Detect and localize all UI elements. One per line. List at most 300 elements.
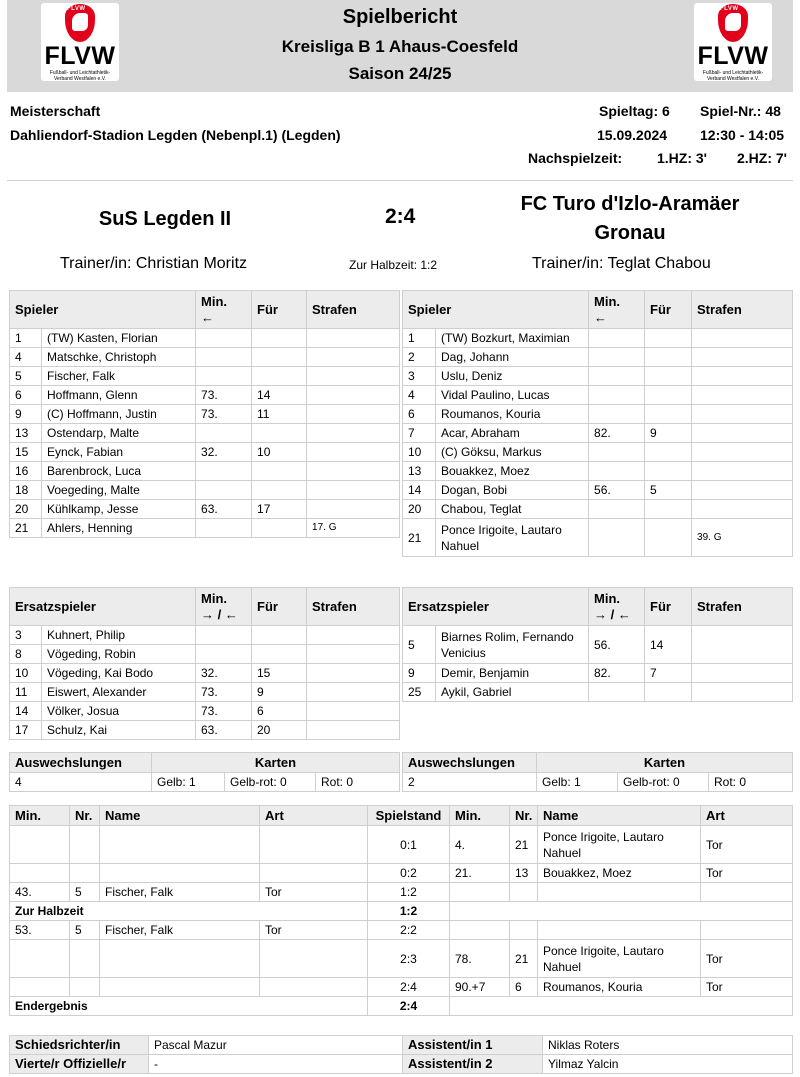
player-number: 20 <box>10 500 42 519</box>
penalty <box>692 500 793 519</box>
yellow-cards: Gelb: 1 <box>537 773 618 792</box>
sub-minute: 73. <box>196 702 252 721</box>
assistant2-name: Yilmaz Yalcin <box>543 1055 793 1074</box>
substitution-count: 4 <box>10 773 152 792</box>
sub-for-number: 10 <box>252 443 307 462</box>
home-event-minute: 53. <box>10 921 70 940</box>
home-event-type: Tor <box>260 883 368 902</box>
player-name: Vögeding, Robin <box>42 645 196 664</box>
divider <box>7 180 793 181</box>
sub-minute: 73. <box>196 405 252 424</box>
sub-minute <box>196 481 252 500</box>
player-row <box>10 721 400 740</box>
away-event-type: Tor <box>701 940 793 978</box>
away-event-player: Bouakkez, Moez <box>538 864 701 883</box>
event-score: 0:2 <box>368 864 450 883</box>
away-event-number: 21 <box>510 826 538 864</box>
event-empty <box>450 997 793 1016</box>
sub-for-number <box>645 405 692 424</box>
player-name: (C) Göksu, Markus <box>436 443 589 462</box>
sub-for-number: 15 <box>252 664 307 683</box>
player-row <box>403 462 793 481</box>
match-number: Spiel-Nr.: 48 <box>700 103 781 119</box>
player-name: Chabou, Teglat <box>436 500 589 519</box>
player-number: 3 <box>403 367 436 386</box>
referee-name: Pascal Mazur <box>149 1036 403 1055</box>
player-number: 7 <box>403 424 436 443</box>
event-score: 2:4 <box>368 978 450 997</box>
penalty <box>307 702 400 721</box>
penalty <box>307 329 400 348</box>
event-score: 0:1 <box>368 826 450 864</box>
home-event-player: Fischer, Falk <box>100 921 260 940</box>
home-event-player <box>100 940 260 978</box>
penalty <box>307 500 400 519</box>
penalty <box>692 348 793 367</box>
yellow-red-cards: Gelb-rot: 0 <box>225 773 316 792</box>
sub-minute <box>589 348 645 367</box>
sub-for-number <box>645 348 692 367</box>
player-row <box>403 348 793 367</box>
player-name: (TW) Kasten, Florian <box>42 329 196 348</box>
player-name: Völker, Josua <box>42 702 196 721</box>
penalty <box>692 424 793 443</box>
sub-for-number <box>252 424 307 443</box>
sub-minute <box>196 462 252 481</box>
sub-for-number <box>252 626 307 645</box>
header-for: Für <box>645 588 692 626</box>
player-number: 1 <box>403 329 436 348</box>
header-score-state: Spielstand <box>368 806 450 826</box>
away-event-player <box>538 921 701 940</box>
player-row <box>10 443 400 462</box>
logo-text: FLVW <box>44 42 116 70</box>
player-name: Biarnes Rolim, Fernando Venicius <box>436 626 589 664</box>
logo-subtext: Fußball- und Leichtathletik-Verband Westfalen e.V. <box>702 70 764 82</box>
red-cards: Rot: 0 <box>316 773 400 792</box>
extra-time-first-half: 1.HZ: 3' <box>657 150 708 166</box>
extra-time-label: Nachspielzeit: <box>528 150 623 166</box>
header-substitute: Ersatzspieler <box>403 588 589 626</box>
sub-for-number <box>252 329 307 348</box>
player-row <box>403 481 793 500</box>
player-row <box>10 645 400 664</box>
player-number: 13 <box>403 462 436 481</box>
event-row <box>10 940 793 978</box>
penalty <box>692 329 793 348</box>
away-event-type: Tor <box>701 826 793 864</box>
penalty <box>692 626 793 664</box>
header-event-name: Name <box>538 806 701 826</box>
away-lineup-table <box>402 290 793 557</box>
sub-for-number <box>645 683 692 702</box>
player-name: Aykil, Gabriel <box>436 683 589 702</box>
player-row <box>10 424 400 443</box>
sub-for-number: 9 <box>252 683 307 702</box>
substitution-count: 2 <box>403 773 537 792</box>
sub-minute: 82. <box>589 424 645 443</box>
sub-minute <box>196 626 252 645</box>
sub-for-number <box>645 519 692 557</box>
player-number: 18 <box>10 481 42 500</box>
red-cards: Rot: 0 <box>709 773 793 792</box>
home-event-player <box>100 826 260 864</box>
home-event-number <box>70 864 100 883</box>
sub-minute <box>196 348 252 367</box>
header-substitutions: Auswechslungen <box>10 753 152 773</box>
penalty <box>307 481 400 500</box>
player-name: Ostendarp, Malte <box>42 424 196 443</box>
away-trainer: Trainer/in: Teglat Chabou <box>532 255 711 272</box>
away-event-player: Ponce Irigoite, Lautaro Nahuel <box>538 940 701 978</box>
home-event-number <box>70 940 100 978</box>
sub-for-number <box>252 645 307 664</box>
header-for: Für <box>252 588 307 626</box>
header-event-minute: Min. <box>10 806 70 826</box>
extra-time-second-half: 2.HZ: 7' <box>737 150 788 166</box>
sub-for-number <box>645 500 692 519</box>
home-event-player: Fischer, Falk <box>100 883 260 902</box>
away-event-type <box>701 921 793 940</box>
player-name: Bouakkez, Moez <box>436 462 589 481</box>
away-substitutes-table <box>402 587 793 702</box>
penalty <box>692 367 793 386</box>
away-event-type <box>701 883 793 902</box>
penalty <box>307 386 400 405</box>
sub-for-number: 11 <box>252 405 307 424</box>
penalty <box>307 443 400 462</box>
player-number: 5 <box>10 367 42 386</box>
player-row <box>10 405 400 424</box>
player-number: 6 <box>403 405 436 424</box>
sub-for-number <box>645 367 692 386</box>
home-event-minute <box>10 864 70 883</box>
player-row <box>403 405 793 424</box>
player-number: 1 <box>10 329 42 348</box>
sub-minute: 73. <box>196 683 252 702</box>
away-event-minute: 21. <box>450 864 510 883</box>
penalty: 39. G <box>692 519 793 557</box>
player-name: Dogan, Bobi <box>436 481 589 500</box>
match-date: 15.09.2024 <box>597 127 668 143</box>
sub-for-number <box>252 367 307 386</box>
player-number: 8 <box>10 645 42 664</box>
event-score: 2:4 <box>368 997 450 1016</box>
header-penalties: Strafen <box>307 588 400 626</box>
sub-minute <box>589 683 645 702</box>
sub-minute <box>589 367 645 386</box>
sub-minute <box>589 386 645 405</box>
sub-minute: 32. <box>196 664 252 683</box>
penalty <box>307 626 400 645</box>
player-number: 4 <box>403 386 436 405</box>
sub-for-number <box>252 481 307 500</box>
home-event-type <box>260 826 368 864</box>
player-name: (TW) Bozkurt, Maximian <box>436 329 589 348</box>
player-number: 21 <box>10 519 42 538</box>
sub-minute: 73. <box>196 386 252 405</box>
sub-for-number <box>252 348 307 367</box>
sub-minute <box>196 519 252 538</box>
event-marker-label: Zur Halbzeit <box>10 902 368 921</box>
home-summary-table <box>9 752 400 792</box>
home-event-player <box>100 978 260 997</box>
header-player: Spieler <box>403 291 589 329</box>
event-score: 1:2 <box>368 883 450 902</box>
player-number: 4 <box>10 348 42 367</box>
penalty <box>307 721 400 740</box>
away-event-minute: 90.+7 <box>450 978 510 997</box>
sub-minute: 32. <box>196 443 252 462</box>
penalty <box>692 683 793 702</box>
player-number: 6 <box>10 386 42 405</box>
fourth-official-label: Vierte/r Offizielle/r <box>10 1055 149 1074</box>
player-name: Kühlkamp, Jesse <box>42 500 196 519</box>
header-event-minute: Min. <box>450 806 510 826</box>
header-cards: Karten <box>537 753 793 773</box>
event-row <box>10 883 793 902</box>
event-marker-row <box>10 902 793 921</box>
player-row <box>403 626 793 664</box>
sub-for-number: 9 <box>645 424 692 443</box>
event-score: 2:2 <box>368 921 450 940</box>
penalty <box>307 405 400 424</box>
player-number: 14 <box>10 702 42 721</box>
header-cards: Karten <box>152 753 400 773</box>
away-event-number: 6 <box>510 978 538 997</box>
referee-label: Schiedsrichter/in <box>10 1036 149 1055</box>
player-row <box>10 348 400 367</box>
sub-minute <box>589 462 645 481</box>
event-score: 1:2 <box>368 902 450 921</box>
player-name: Roumanos, Kouria <box>436 405 589 424</box>
header-penalties: Strafen <box>692 588 793 626</box>
player-number: 5 <box>403 626 436 664</box>
final-score: 2:4 <box>385 205 416 228</box>
player-row <box>10 626 400 645</box>
sub-minute <box>589 519 645 557</box>
home-lineup-table <box>9 290 400 538</box>
penalty <box>692 664 793 683</box>
sub-for-number <box>645 462 692 481</box>
player-row <box>403 500 793 519</box>
venue: Dahliendorf-Stadion Legden (Nebenpl.1) (Legden) <box>10 127 341 143</box>
player-row <box>10 702 400 721</box>
penalty <box>692 462 793 481</box>
player-number: 13 <box>10 424 42 443</box>
sub-for-number: 5 <box>645 481 692 500</box>
officials-table <box>9 1035 793 1074</box>
player-number: 10 <box>403 443 436 462</box>
header-event-name: Name <box>100 806 260 826</box>
sub-minute <box>589 405 645 424</box>
sub-for-number <box>252 462 307 481</box>
player-name: Barenbrock, Luca <box>42 462 196 481</box>
away-event-minute <box>450 883 510 902</box>
player-row <box>10 329 400 348</box>
report-title: Spielbericht <box>342 6 458 28</box>
player-name: Uslu, Deniz <box>436 367 589 386</box>
sub-minute: 56. <box>589 626 645 664</box>
halftime-score: Zur Halbzeit: 1:2 <box>349 258 438 272</box>
player-number: 2 <box>403 348 436 367</box>
sub-minute <box>589 500 645 519</box>
header-event-number: Nr. <box>510 806 538 826</box>
penalty <box>692 405 793 424</box>
header-event-type: Art <box>260 806 368 826</box>
event-row <box>10 826 793 864</box>
sub-for-number: 14 <box>645 626 692 664</box>
sub-minute <box>196 645 252 664</box>
player-name: Hoffmann, Glenn <box>42 386 196 405</box>
player-number: 9 <box>403 664 436 683</box>
sub-minute <box>196 367 252 386</box>
away-event-number <box>510 921 538 940</box>
penalty <box>692 443 793 462</box>
penalty <box>307 683 400 702</box>
player-name: Vögeding, Kai Bodo <box>42 664 196 683</box>
header-event-type: Art <box>701 806 793 826</box>
league-title: Kreisliga B 1 Ahaus-Coesfeld <box>281 37 519 56</box>
player-row <box>10 683 400 702</box>
home-event-number <box>70 826 100 864</box>
sub-for-number: 6 <box>252 702 307 721</box>
player-row <box>10 462 400 481</box>
sub-minute <box>589 443 645 462</box>
player-number: 14 <box>403 481 436 500</box>
penalty <box>307 367 400 386</box>
away-event-player <box>538 883 701 902</box>
away-event-type: Tor <box>701 864 793 883</box>
player-row <box>403 519 793 557</box>
flvw-logo <box>694 3 772 81</box>
player-name: Matschke, Christoph <box>42 348 196 367</box>
header-minute: Min. → / ← <box>589 588 645 626</box>
sub-for-number <box>645 386 692 405</box>
away-event-minute: 4. <box>450 826 510 864</box>
player-name: Kuhnert, Philip <box>42 626 196 645</box>
player-row <box>10 386 400 405</box>
home-team-name: SuS Legden II <box>98 208 232 230</box>
sub-for-number: 7 <box>645 664 692 683</box>
home-event-minute <box>10 940 70 978</box>
player-number: 10 <box>10 664 42 683</box>
player-number: 9 <box>10 405 42 424</box>
season-title: Saison 24/25 <box>348 64 452 83</box>
event-marker-label: Endergebnis <box>10 997 368 1016</box>
event-row <box>10 921 793 940</box>
away-event-number <box>510 883 538 902</box>
player-number: 11 <box>10 683 42 702</box>
sub-minute: 56. <box>589 481 645 500</box>
player-number: 15 <box>10 443 42 462</box>
player-row <box>403 424 793 443</box>
player-name: Dag, Johann <box>436 348 589 367</box>
header-minute: Min. ← <box>589 291 645 329</box>
event-marker-row <box>10 997 793 1016</box>
yellow-red-cards: Gelb-rot: 0 <box>618 773 709 792</box>
player-row <box>10 367 400 386</box>
player-number: 16 <box>10 462 42 481</box>
player-row <box>403 443 793 462</box>
sub-for-number: 17 <box>252 500 307 519</box>
matchday: Spieltag: 6 <box>599 103 670 119</box>
player-row <box>10 500 400 519</box>
sub-minute: 63. <box>196 721 252 740</box>
event-score: 2:3 <box>368 940 450 978</box>
penalty <box>692 386 793 405</box>
player-name: Voegeding, Malte <box>42 481 196 500</box>
away-team-name: FC Turo d'Izlo-Aramäer Gronau <box>520 193 740 244</box>
fourth-official-name: - <box>149 1055 403 1074</box>
player-row <box>10 664 400 683</box>
away-event-minute: 78. <box>450 940 510 978</box>
away-event-player: Ponce Irigoite, Lautaro Nahuel <box>538 826 701 864</box>
away-event-number: 21 <box>510 940 538 978</box>
player-row <box>403 683 793 702</box>
penalty <box>307 664 400 683</box>
away-summary-table <box>402 752 793 792</box>
penalty <box>307 424 400 443</box>
player-name: Ponce Irigoite, Lautaro Nahuel <box>436 519 589 557</box>
horse-emblem-icon: FLVW <box>718 4 748 42</box>
home-event-type: Tor <box>260 921 368 940</box>
home-event-minute <box>10 978 70 997</box>
competition-type: Meisterschaft <box>10 103 101 119</box>
penalty <box>307 348 400 367</box>
player-row <box>403 664 793 683</box>
sub-for-number <box>252 519 307 538</box>
away-event-type: Tor <box>701 978 793 997</box>
away-event-minute <box>450 921 510 940</box>
event-empty <box>450 902 793 921</box>
player-row <box>403 329 793 348</box>
player-number: 21 <box>403 519 436 557</box>
sub-minute <box>196 329 252 348</box>
report-header <box>7 0 793 92</box>
home-substitutes-table <box>9 587 400 740</box>
player-row <box>403 367 793 386</box>
match-events-table <box>9 805 793 1016</box>
player-row <box>403 386 793 405</box>
player-name: Demir, Benjamin <box>436 664 589 683</box>
assistant2-label: Assistent/in 2 <box>403 1055 543 1074</box>
home-event-number: 5 <box>70 921 100 940</box>
match-time: 12:30 - 14:05 <box>700 127 785 143</box>
event-row <box>10 864 793 883</box>
away-event-number: 13 <box>510 864 538 883</box>
player-name: (C) Hoffmann, Justin <box>42 405 196 424</box>
penalty <box>307 462 400 481</box>
header-minute: Min. → / ← <box>196 588 252 626</box>
sub-for-number: 20 <box>252 721 307 740</box>
logo-text: FLVW <box>697 42 769 70</box>
home-event-player <box>100 864 260 883</box>
player-row <box>10 519 400 538</box>
player-name: Vidal Paulino, Lucas <box>436 386 589 405</box>
home-event-minute: 43. <box>10 883 70 902</box>
player-number: 25 <box>403 683 436 702</box>
home-event-type <box>260 864 368 883</box>
sub-minute: 82. <box>589 664 645 683</box>
player-name: Fischer, Falk <box>42 367 196 386</box>
sub-minute: 63. <box>196 500 252 519</box>
player-name: Acar, Abraham <box>436 424 589 443</box>
sub-minute <box>589 329 645 348</box>
header-substitute: Ersatzspieler <box>10 588 196 626</box>
sub-for-number <box>645 443 692 462</box>
event-row <box>10 978 793 997</box>
